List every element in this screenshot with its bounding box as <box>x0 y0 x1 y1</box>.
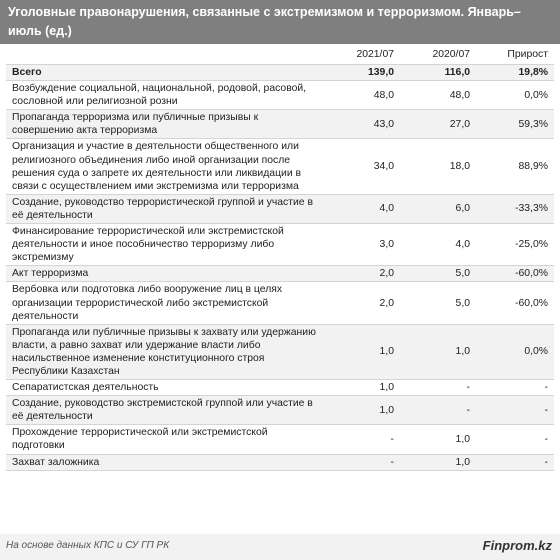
row-label: Вербовка или подготовка либо вооружение лиц в целях организации террористической либо экстремистской деятельности <box>6 282 324 324</box>
value-2020: 4,0 <box>400 224 476 266</box>
value-2020: 18,0 <box>400 139 476 194</box>
value-growth: 0,0% <box>476 81 554 110</box>
value-2021: 139,0 <box>324 65 400 81</box>
value-2020: 1,0 <box>400 324 476 379</box>
value-2021: 1,0 <box>324 380 400 396</box>
table-row <box>6 282 554 324</box>
table-row <box>6 454 554 470</box>
value-growth: -60,0% <box>476 266 554 282</box>
value-2021: 4,0 <box>324 194 400 223</box>
table-row <box>6 425 554 454</box>
row-label: Создание, руководство террористической группой и участие в её деятельности <box>6 194 324 223</box>
value-2021: 2,0 <box>324 282 400 324</box>
column-header-2020: 2020/07 <box>400 46 476 65</box>
row-label: Пропаганда или публичные призывы к захвату или удержанию власти, а равно захват или удержание власти либо насильственное изменение конституционного строя Республики Казахстан <box>6 324 324 379</box>
table-body <box>6 65 554 471</box>
value-growth: - <box>476 396 554 425</box>
column-header-2021: 2021/07 <box>324 46 400 65</box>
value-2020: 27,0 <box>400 110 476 139</box>
table-row-total <box>6 65 554 81</box>
value-2020: 1,0 <box>400 454 476 470</box>
value-growth: -33,3% <box>476 194 554 223</box>
value-2020: 48,0 <box>400 81 476 110</box>
value-growth: - <box>476 425 554 454</box>
table-row <box>6 396 554 425</box>
row-label: Создание, руководство экстремистской группой или участие в её деятельности <box>6 396 324 425</box>
row-label: Сепаратистская деятельность <box>6 380 324 396</box>
value-2020: 5,0 <box>400 282 476 324</box>
table-row <box>6 139 554 194</box>
row-label: Захват заложника <box>6 454 324 470</box>
value-2021: 34,0 <box>324 139 400 194</box>
value-growth: 0,0% <box>476 324 554 379</box>
row-label: Возбуждение социальной, национальной, родовой, расовой, сословной или религиозной розни <box>6 81 324 110</box>
table-header-row <box>6 46 554 65</box>
row-label: Пропаганда терроризма или публичные призывы к совершению акта терроризма <box>6 110 324 139</box>
column-header-growth: Прирост <box>476 46 554 65</box>
value-2020: 6,0 <box>400 194 476 223</box>
value-2021: - <box>324 425 400 454</box>
value-2021: 43,0 <box>324 110 400 139</box>
page-title: Уголовные правонарушения, связанные с экстремизмом и терроризмом. Январь–июль (ед.) <box>0 0 560 44</box>
value-growth: 88,9% <box>476 139 554 194</box>
value-2020: 1,0 <box>400 425 476 454</box>
value-2021: 3,0 <box>324 224 400 266</box>
data-table <box>6 46 554 471</box>
column-header-label <box>6 46 324 65</box>
value-2021: - <box>324 454 400 470</box>
source-note: На основе данных КПС и СУ ГП РК <box>6 540 170 551</box>
table-row <box>6 194 554 223</box>
row-label: Всего <box>6 65 324 81</box>
value-growth: - <box>476 380 554 396</box>
table-row <box>6 110 554 139</box>
value-2021: 1,0 <box>324 324 400 379</box>
brand-logo: Finprom.kz <box>482 538 552 553</box>
row-label: Акт терроризма <box>6 266 324 282</box>
value-2020: 5,0 <box>400 266 476 282</box>
row-label: Прохождение террористической или экстремистской подготовки <box>6 425 324 454</box>
value-2020: - <box>400 396 476 425</box>
value-2020: 116,0 <box>400 65 476 81</box>
value-growth: 59,3% <box>476 110 554 139</box>
value-growth: -60,0% <box>476 282 554 324</box>
value-2021: 48,0 <box>324 81 400 110</box>
table-row <box>6 324 554 379</box>
value-growth: -25,0% <box>476 224 554 266</box>
table-row <box>6 380 554 396</box>
value-2021: 2,0 <box>324 266 400 282</box>
value-2020: - <box>400 380 476 396</box>
row-label: Организация и участие в деятельности общественного или религиозного объединения либо иной организации после решения суда о запрете их деятельности или ликвидации в связи с осуществлением ими экстремизма или терроризма <box>6 139 324 194</box>
table-row <box>6 224 554 266</box>
row-label: Финансирование террористической или экстремистской деятельности и иное пособничество терроризму либо экстремизму <box>6 224 324 266</box>
footer <box>0 534 560 560</box>
table-row <box>6 266 554 282</box>
table-row <box>6 81 554 110</box>
value-2021: 1,0 <box>324 396 400 425</box>
value-growth: - <box>476 454 554 470</box>
value-growth: 19,8% <box>476 65 554 81</box>
